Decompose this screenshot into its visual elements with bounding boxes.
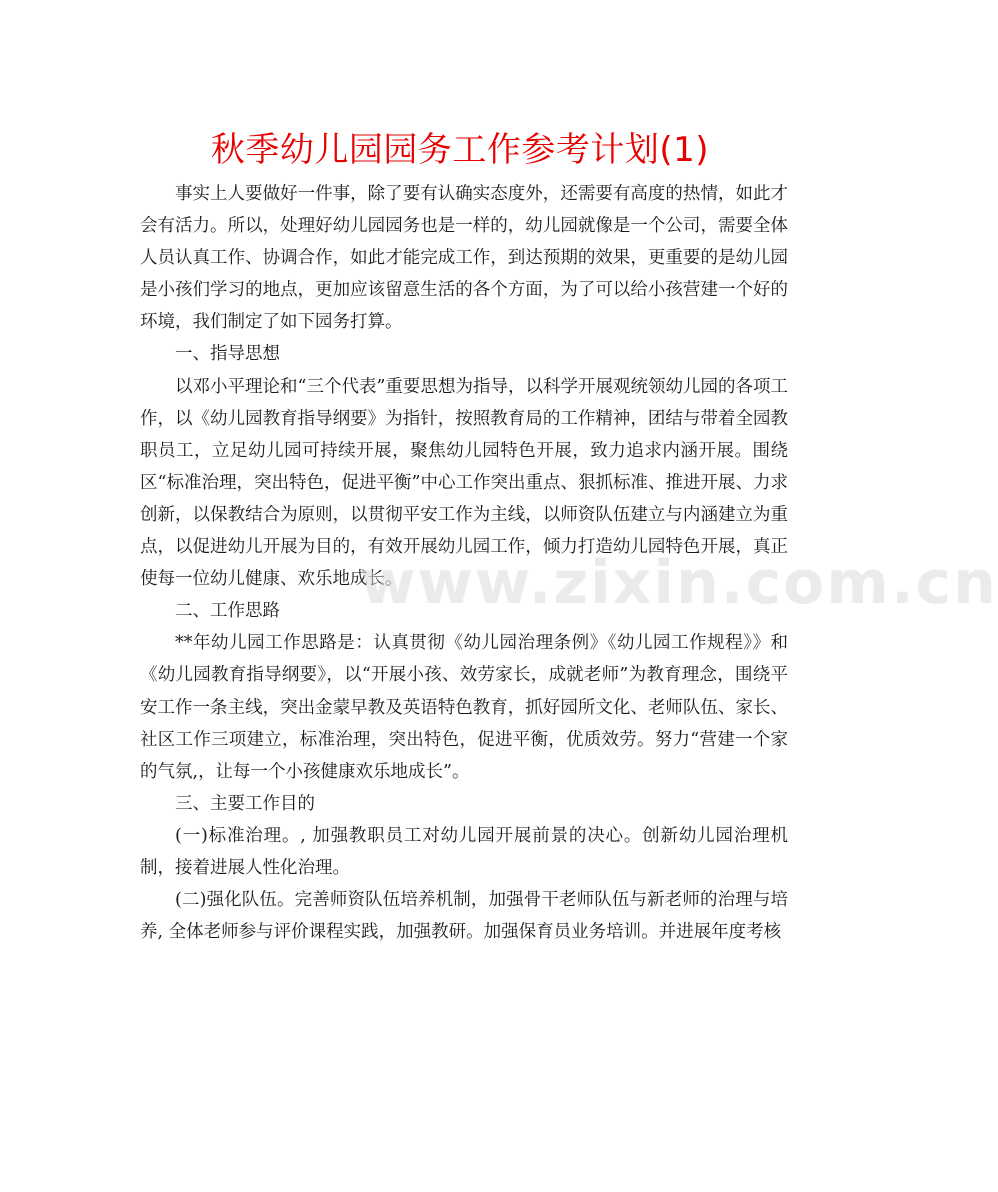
guiding-ideology-paragraph: 以邓小平理论和“三个代表”重要思想为指导，以科学开展观统领幼儿园的各项工作，以《幼儿园教育指导纲要》为指针，按照教育局的工作精神，团结与带着全园教职员工，立足幼儿园可持续开展，聚焦幼儿园特色开展，致力追求内涵开展。围绕区“标准治理，突出特色，促进平衡”中心工作突出重点、狠抓标准、推进开展、力求创新，以保教结合为原则，以贯彻平安工作为主线，以师资队伍建立与内涵建立为重点，以促进幼儿开展为目的，有效开展幼儿园工作，倾力打造幼儿园特色开展，真正使每一位幼儿健康、欢乐地成长。 bbox=[140, 376, 788, 590]
section-heading-guiding-ideology: 一、指导思想 bbox=[175, 344, 280, 365]
section-heading-main-goals: 三、主要工作目的 bbox=[175, 793, 315, 814]
goal-item-1: (一)标准治理。, 加强教职员工对幼儿园开展前景的决心。创新幼儿园治理机制，接着进展人性化治理。 bbox=[140, 825, 788, 878]
document-title: 秋季幼儿园园务工作参考计划(1) bbox=[210, 130, 710, 170]
section-heading-work-approach: 二、工作思路 bbox=[175, 601, 280, 622]
watermark: www.zixin.com.cn bbox=[360, 548, 998, 618]
goal-item-2: (二)强化队伍。完善师资队伍培养机制，加强骨干老师队伍与新老师的治理与培养, 全体老师参与评价课程实践，加强教研。加强保育员业务培训。并进展年度考核 bbox=[140, 890, 788, 943]
work-approach-paragraph: **年幼儿园工作思路是：认真贯彻《幼儿园治理条例》《幼儿园工作规程》》和《幼儿园教育指导纲要》，以“开展小孩、效劳家长，成就老师”为教育理念，围绕平安工作一条主线，突出金蒙早教及英语特色教育，抓好园所文化、老师队伍、家长、社区工作三项建立，标准治理，突出特色，促进平衡，优质效劳。努力“营建一个家的气氛,，让每一个小孩健康欢乐地成长”。 bbox=[140, 633, 788, 782]
intro-paragraph: 事实上人要做好一件事，除了要有认确实态度外，还需要有高度的热情，如此才会有活力。所以，处理好幼儿园园务也是一样的，幼儿园就像是一个公司，需要全体人员认真工作、协调合作，如此才能完成工作，到达预期的效果，更重要的是幼儿园是小孩们学习的地点，更加应该留意生活的各个方面，为了可以给小孩营建一个好的环境，我们制定了如下园务打算。 bbox=[140, 184, 788, 333]
document-body bbox=[140, 178, 788, 948]
